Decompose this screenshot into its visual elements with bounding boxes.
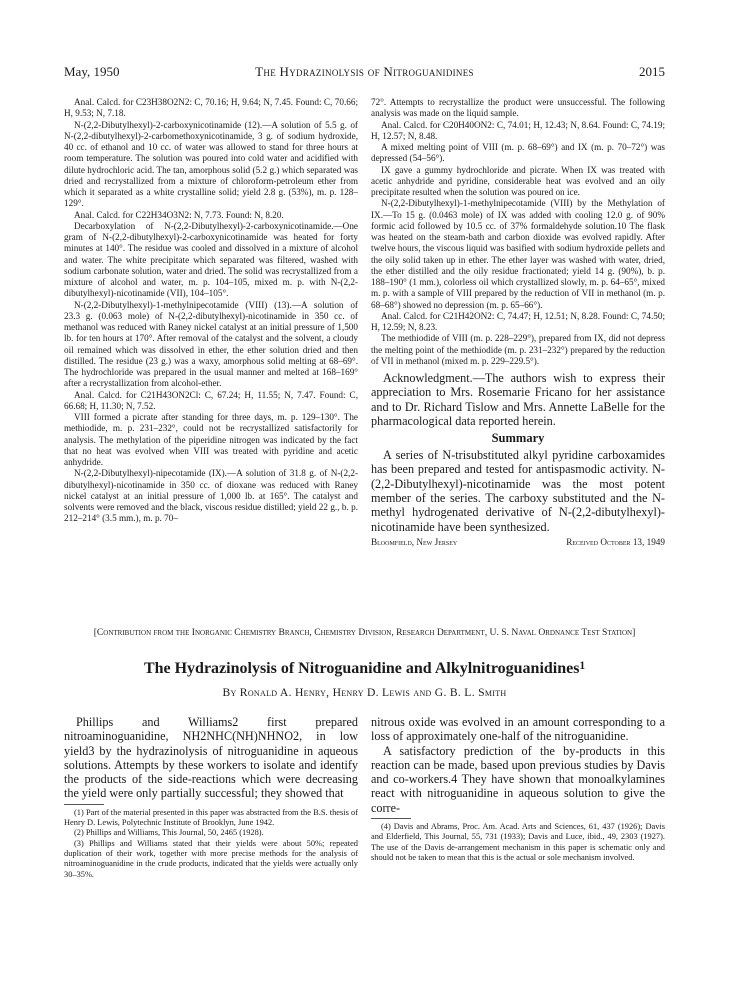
signature-received: Received October 13, 1949 xyxy=(566,536,665,547)
right-column-experimental xyxy=(371,97,665,547)
paragraph: N-(2,2-Dibutylhexyl)-2-carboxynicotinamide (12).—A solution of 5.5 g. of N-(2,2-dibutylhexyl)-2-carbomethoxynicotinamide, 3 g. of sodium hydroxide, 40 cc. of ethanol and 10 cc. of water was allowed to stand for three hours at room temperature. The solution was poured into cold water and acidified with dilute hydrochloric acid. The tan, amorphous solid (5.2 g.) which separated was dried and recrystallized from a mixture of chloroform-petroleum ether from which it separated as a white crystalline solid; yield 2.8 g. (53%), m. p. 128–129°. xyxy=(64,119,358,209)
signature xyxy=(371,537,665,547)
footnote: (1) Part of the material presented in this paper was abstracted from the B.S. thesis of Henry D. Lewis, Polytechnic Institute of Brooklyn, June 1942. xyxy=(64,807,358,828)
paragraph: Anal. Calcd. for C22H34O3N2: N, 7.73. Found: N, 8.20. xyxy=(74,209,284,220)
header-running-title: The Hydrazinolysis of Nitroguanidines xyxy=(255,64,474,79)
footnotes-left xyxy=(64,808,358,880)
paragraph: IX gave a gummy hydrochloride and picrate. When IX was treated with acetic anhydride and pyridine, considerable heat was evolved and an oily precipitate resulted when the solution was poured on ice. xyxy=(371,164,665,197)
header-date: May, 1950 xyxy=(64,64,120,79)
paragraph: Anal. Calcd. for C20H40ON2: C, 74.01; H, 12.43; N, 8.64. Found: C, 74.19; H, 12.57; N, 8.48. xyxy=(371,119,665,141)
acknowledgment: Acknowledgment.—The authors wish to express their appreciation to Mrs. Rosemarie Fricano for her assistance and to Dr. Richard Tislow and Mrs. Annette LaBelle for the pharmacological data reported herein. xyxy=(371,371,665,428)
contribution-line: [Contribution from the Inorganic Chemistry Branch, Chemistry Division, Research Department, U. S. Naval Ordnance Test Station] xyxy=(93,627,636,638)
article-title-text: The Hydrazinolysis of Nitroguanidine and Alkylnitroguanidines xyxy=(143,660,580,677)
paragraph: nitrous oxide was evolved in an amount corresponding to a loss of approximately one-half of the nitroguanidine. xyxy=(371,715,665,744)
paragraph: 72°. Attempts to recrystallize the product were unsuccessful. The following analysis was made on the liquid sample. xyxy=(371,97,665,119)
paragraph: A satisfactory prediction of the by-products in this reaction can be made, based upon previous studies by Davis and co-workers.4 They have shown that monoalkylamines react with nitroguanidine in aqueous solution to give the corre- xyxy=(371,743,665,815)
summary-heading: Summary xyxy=(491,431,545,446)
paragraph: N-(2,2-Dibutylhexyl)-1-methylnipecotamide (VIII) (13).—A solution of 23.3 g. (0.063 mole) of N-(2,2-dibutylhexyl)-nicotinamide in 350 cc. of methanol was reduced with Raney nickel catalyst at an initial pressure of 1,500 lb. for ten hours at 170°. After removal of the catalyst and the solvent, a cloudy oil remained which was dissolved in ether, the ether solution dried and then distilled. The residue (23 g.) was a waxy, amorphous solid melting at 68–69°. The hydrochloride was prepared in the usual manner and melted at 168–169° after a recrystallization from alcohol-ether. xyxy=(64,299,358,389)
article-left-column xyxy=(64,715,358,880)
footnote-rule xyxy=(64,804,104,805)
signature-location: Bloomfield, New Jersey xyxy=(371,536,458,547)
header-page-number: 2015 xyxy=(639,64,665,79)
paragraph: N-(2,2-Dibutylhexyl)-1-methylnipecotamide (VIII) by the Methylation of IX.—To 15 g. (0.0463 mole) of IX was added with cooling 12.0 g. of 90% formic acid followed by 10.5 cc. of 37% formaldehyde solution.10 The flask was heated on the steam-bath and carbon dioxide was evolved rapidly. After twelve hours, the viscous liquid was basified with sodium hydroxide pellets and the oily solid taken up in ether. The ether layer was washed with water, dried, the ether distilled and the oily residue fractionated; yield 14 g. (90%), b. p. 188–190° (1 mm.), colorless oil which crystallized slowly, m. p. 64–65°, mixed m. p. with a sample of VIII prepared by the reduction of VII in methanol (m. p. 68–68°) showed no depression (m. p. 65–66°). xyxy=(371,198,665,310)
title-footnote-mark: 1 xyxy=(579,660,586,672)
authors: By Ronald A. Henry, Henry D. Lewis and G. B. L. Smith xyxy=(222,686,507,699)
footnote: (4) Davis and Abrams, Proc. Am. Acad. Arts and Sciences, 61, 437 (1926); Davis and Elderfield, This Journal, 55, 731 (1933); Davis and Luce, ibid., 49, 2303 (1927). The use of the Davis de-arrangement mechanism in this paper is schematic only and should not be taken to mean that this is the actual or sole mechanism involved. xyxy=(371,822,665,862)
paragraph: A mixed melting point of VIII (m. p. 68–69°) and IX (m. p. 70–72°) was depressed (54–56°). xyxy=(371,142,665,164)
paragraph: Anal. Calcd. for C23H38O2N2: C, 70.16; H, 9.64; N, 7.45. Found: C, 70.66; H, 9.53; N, 7.18. xyxy=(64,97,358,119)
article-title xyxy=(40,660,689,678)
footnote-rule xyxy=(371,818,411,819)
article-right-column xyxy=(371,715,665,863)
paragraph: Decarboxylation of N-(2,2-Dibutylhexyl)-2-carboxynicotinamide.—One gram of N-(2,2-dibutylhexyl)-2-carboxynicotinamide was heated for forty minutes at 140°. The residue was cooled and dissolved in a mixture of alcohol and water. The white precipitate which separated was filtered, washed with sodium carbonate solution, water and dried. The solid was recrystallized from a mixture of alcohol and water, m. p. 104–105, mixed m. p. with N-(2,2-dibutylhexyl)-nicotinamide (VII), 104–105°. xyxy=(64,220,358,299)
paragraph: Anal. Calcd. for C21H43ON2Cl: C, 67.24; H, 11.55; N, 7.47. Found: C, 66.68; H, 11.30; N, 7.52. xyxy=(64,389,358,411)
paragraph: N-(2,2-Dibutylhexyl)-nipecotamide (IX).—A solution of 31.8 g. of N-(2,2-dibutylhexyl)-nicotinamide in 350 cc. of dioxane was reduced with Raney nickel catalyst at an initial pressure of 1,000 lb. at 165°. The catalyst and solvents were removed and the black, viscous residue distilled; yield 22 g., b. p. 212–214° (3.5 mm.), m. p. 70– xyxy=(64,468,358,524)
paragraph: VIII formed a picrate after standing for three days, m. p. 129–130°. The methiodide, m. p. 231–232°, could not be recrystallized satisfactorily for analysis. The methylation of the piperidine nitrogen was indicated by the fact that no heat was evolved when VIII was treated with pyridine and acetic anhydride. xyxy=(64,412,358,467)
left-column-experimental xyxy=(64,97,358,525)
paragraph: The methiodide of VIII (m. p. 228–229°), prepared from IX, did not depress the melting point of the methiodide (m. p. 231–232°) prepared by the reduction of VII in methanol (mixed m. p. 229–229.5°). xyxy=(371,333,665,366)
summary-text: A series of N-trisubstituted alkyl pyridine carboxamides has been prepared and tested for antispasmodic activity. N-(2,2-Dibutylhexyl)-nicotinamide was the most potent member of the series. The carboxy substituted and the N-methyl hydrogenated derivative of N-(2,2-dibutylhexyl)-nicotinamide have been synthesized. xyxy=(371,448,665,534)
paragraph: Anal. Calcd. for C21H42ON2: C, 74.47; H, 12.51; N, 8.28. Found: C, 74.50; H, 12.59; N, 8.23. xyxy=(371,310,665,332)
footnote: (3) Phillips and Williams stated that their yields were about 50%; repeated duplication of their work, together with more precise methods for the analysis of nitroaminoguanidine in the crude products, indicated that the yields were actually only 30–35%. xyxy=(64,838,358,879)
footnotes-right xyxy=(371,822,665,863)
paragraph: Phillips and Williams2 first prepared nitroaminoguanidine, NH2NHC(NH)NHNO2, in low yield3 by the hydrazinolysis of nitroguanidine in aqueous solutions. Attempts by these workers to isolate and identify the products of the side-reactions which were decreasing the yield were only partially successful; they showed that xyxy=(64,715,358,801)
footnote: (2) Phillips and Williams, This Journal, 50, 2465 (1928). xyxy=(74,828,264,838)
